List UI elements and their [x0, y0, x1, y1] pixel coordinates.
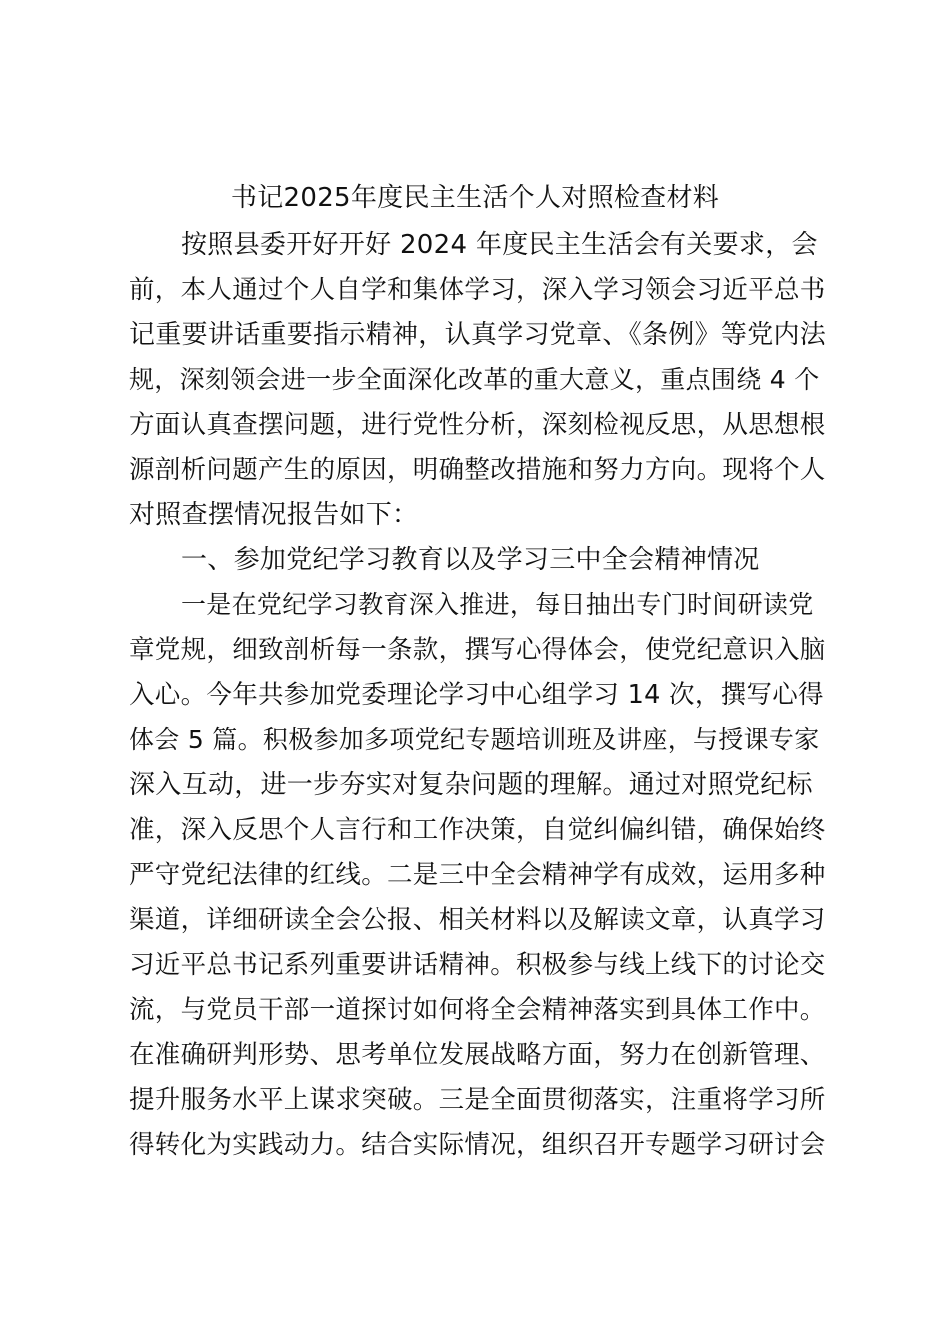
section-heading-1: 一、参加党纪学习教育以及学习三中全会精神情况 — [181, 545, 760, 575]
body-line-11: 入心。今年共参加党委理论学习中心组学习 14 次，撰写心得 — [129, 680, 824, 710]
body-line-17: 习近平总书记系列重要讲话精神。积极参与线上线下的讨论交 — [129, 950, 826, 980]
body-line-10: 章党规，细致剖析每一条款，撰写心得体会，使党纪意识入脑 — [129, 635, 826, 665]
body-line-14: 准，深入反思个人言行和工作决策，自觉纠偏纠错，确保始终 — [129, 815, 826, 845]
body-line-6: 源剖析问题产生的原因，明确整改措施和努力方向。现将个人 — [129, 455, 826, 485]
body-line-16: 渠道，详细研读全会公报、相关材料以及解读文章，认真学习 — [129, 905, 826, 935]
body-line-7: 对照查摆情况报告如下： — [129, 500, 419, 530]
body-line-19: 在准确研判形势、思考单位发展战略方面，努力在创新管理、 — [129, 1040, 826, 1070]
body-line-4: 规，深刻领会进一步全面深化改革的重大意义，重点围绕 4 个 — [129, 365, 820, 394]
body-line-18: 流，与党员干部一道探讨如何将全会精神落实到具体工作中。 — [129, 995, 826, 1025]
body-line-1: 按照县委开好开好 2024 年度民主生活会有关要求，会 — [181, 230, 818, 260]
body-line-5: 方面认真查摆问题，进行党性分析，深刻检视反思，从思想根 — [129, 410, 826, 440]
document-title: 书记2025年度民主生活个人对照检查材料 — [230, 183, 720, 213]
body-line-9: 一是在党纪学习教育深入推进，每日抽出专门时间研读党 — [181, 590, 814, 619]
body-line-12: 体会 5 篇。积极参加多项党纪专题培训班及讲座，与授课专家 — [129, 725, 820, 754]
body-line-3: 记重要讲话重要指示精神，认真学习党章、《条例》等党内法 — [129, 320, 827, 350]
body-line-15: 严守党纪法律的红线。二是三中全会精神学有成效，运用多种 — [129, 860, 826, 890]
body-line-2: 前，本人通过个人自学和集体学习，深入学习领会习近平总书 — [129, 275, 826, 305]
body-line-21: 得转化为实践动力。结合实际情况，组织召开专题学习研讨会 — [129, 1130, 826, 1160]
body-line-13: 深入互动，进一步夯实对复杂问题的理解。通过对照党纪标 — [129, 770, 813, 800]
body-line-20: 提升服务水平上谋求突破。三是全面贯彻落实，注重将学习所 — [129, 1085, 826, 1115]
